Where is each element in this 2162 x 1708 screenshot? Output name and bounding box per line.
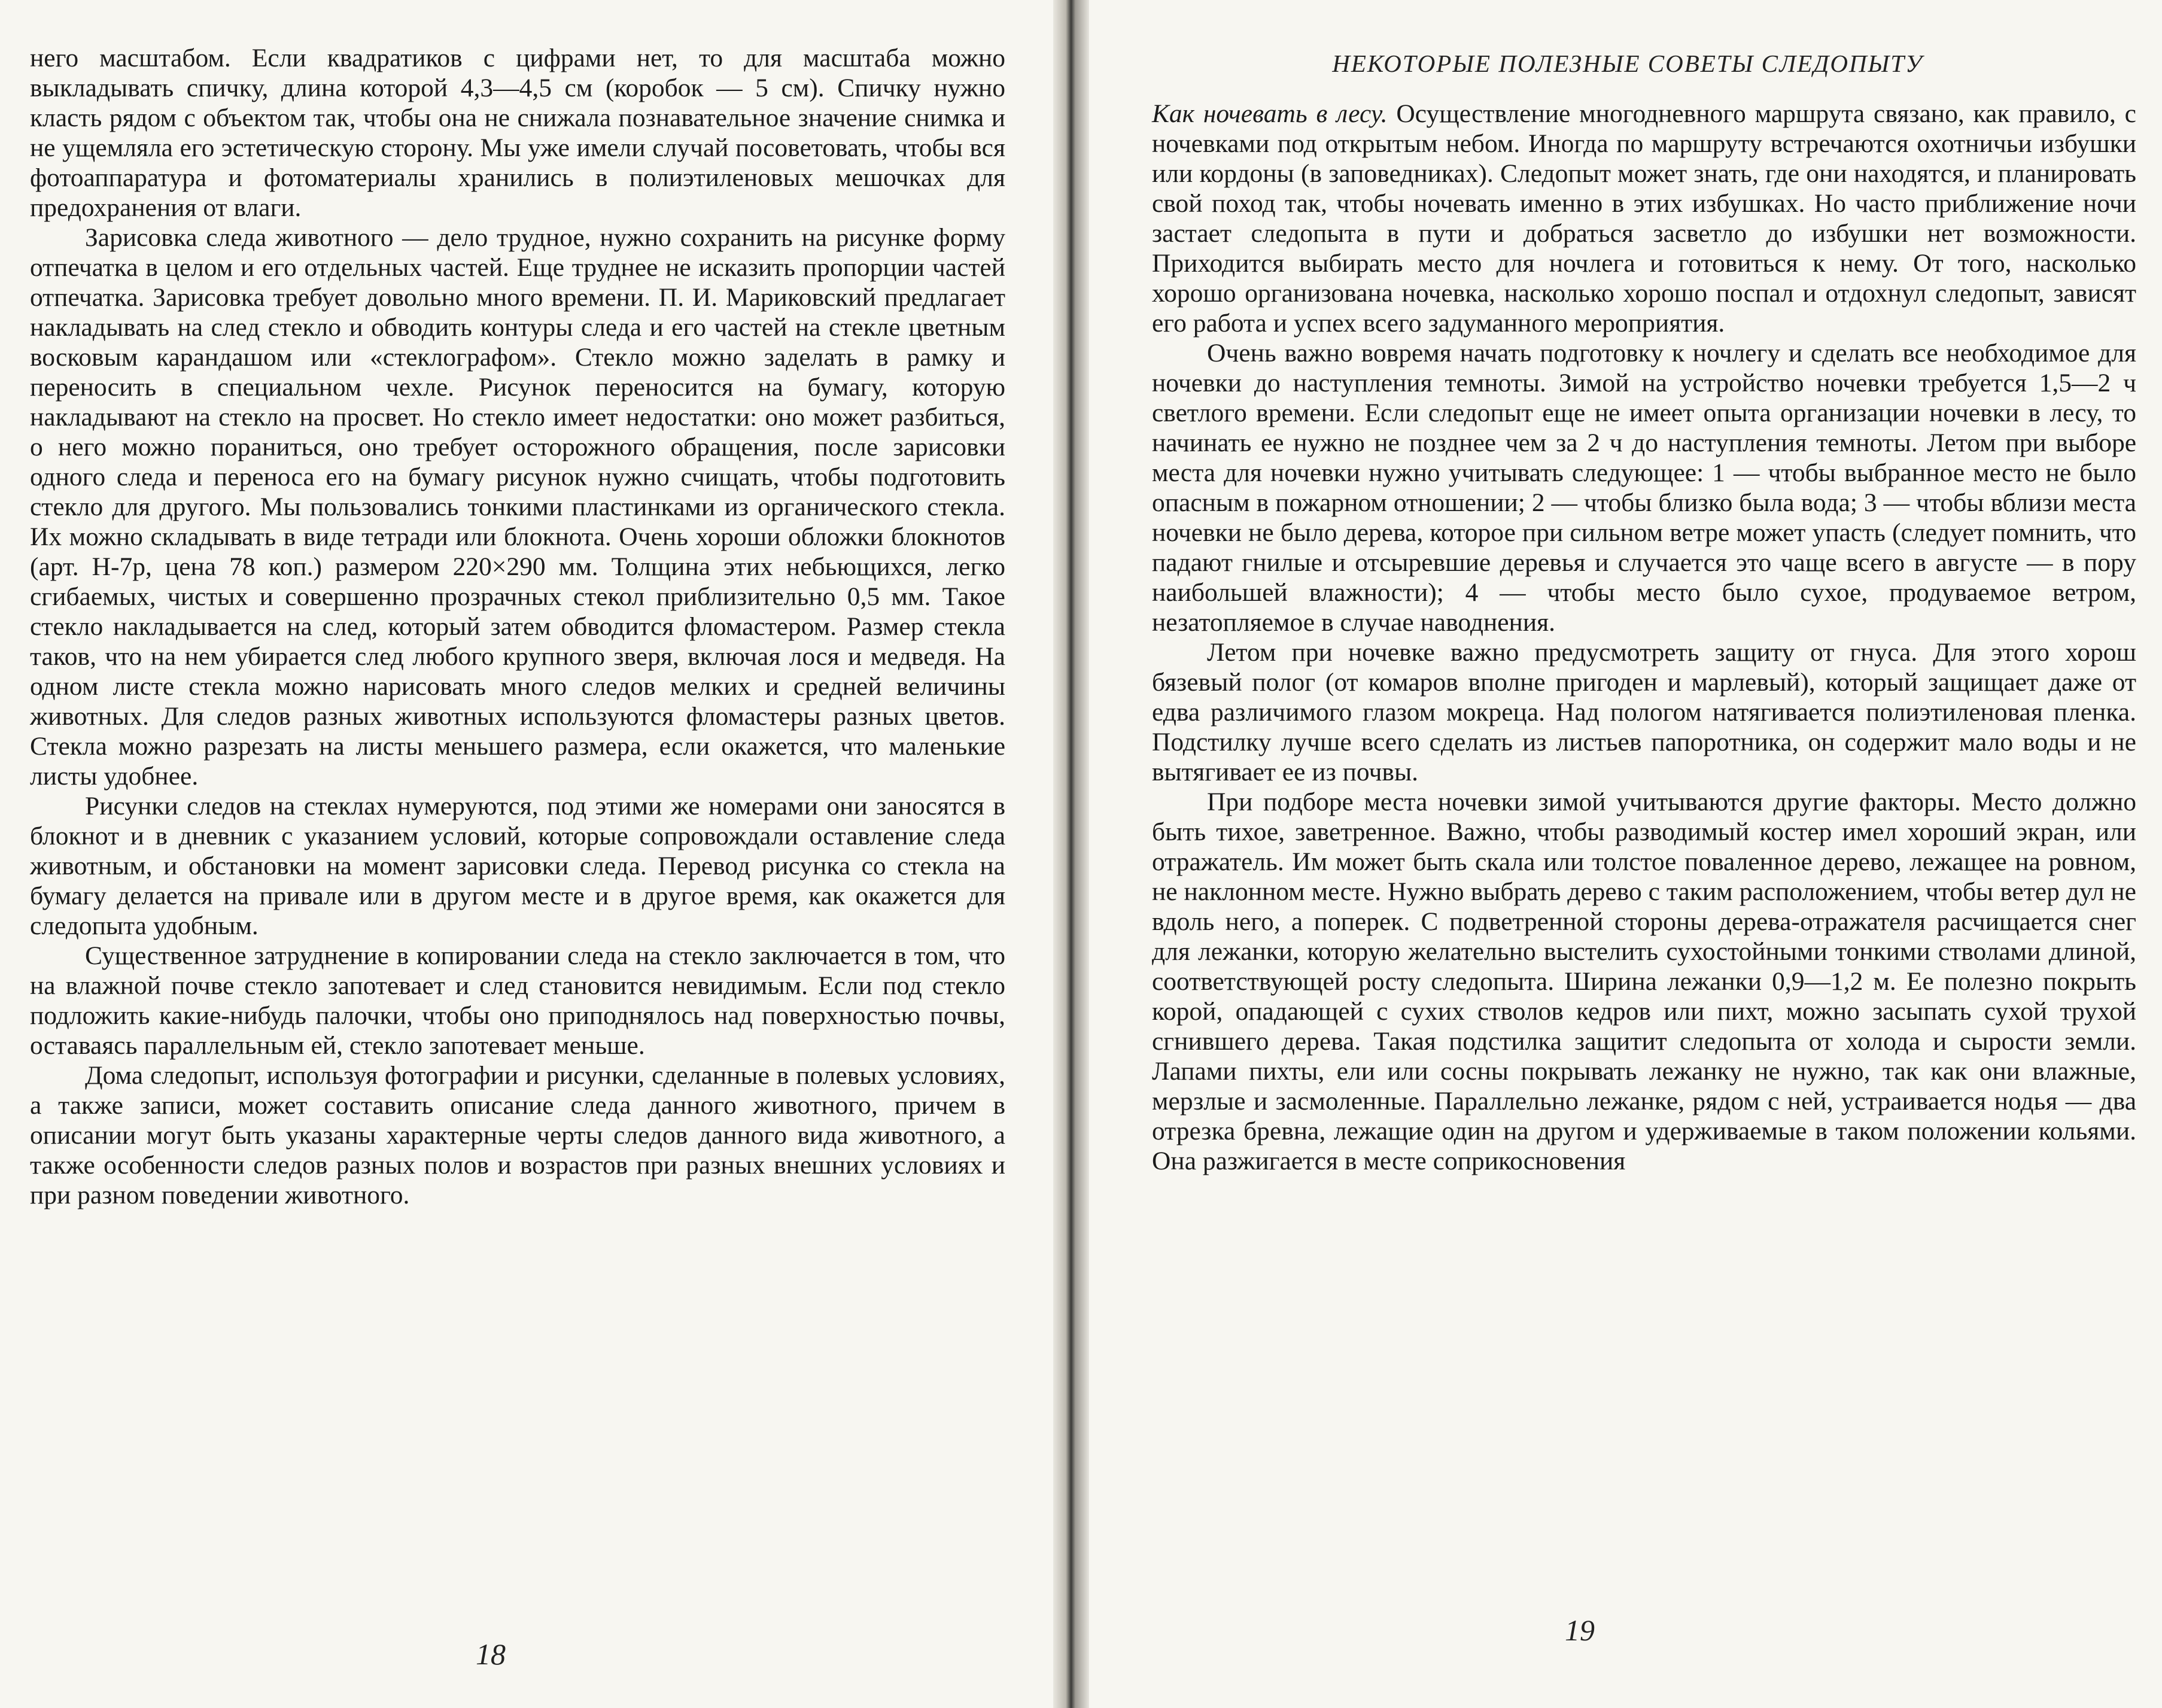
right-page-text xyxy=(1152,99,2136,1176)
page-number-right: 19 xyxy=(1565,1613,1595,1647)
left-paragraph-1: него масштабом. Если квадратиков с цифрами нет, то для масштаба можно выкладывать спичку, длина которой 4,3—4,5 см (коробок — 5 см). Спичку нужно класть рядом с объектом так, чтобы она не снижала познавательное значение снимка и не ущемляла его эстетическую сторону. Мы уже имели случай посоветовать, чтобы вся фотоаппаратура и фотоматериалы хранились в полиэтиленовых мешочках для предохранения от влаги. xyxy=(30,44,1005,222)
section-lead-heading: Как ночевать в лесу. xyxy=(1152,99,1388,128)
right-page xyxy=(1089,0,2162,1708)
left-page-text xyxy=(30,43,1005,1210)
left-page xyxy=(0,0,1053,1708)
page-number-left: 18 xyxy=(476,1637,506,1671)
right-paragraph-3: Летом при ночевке важно предусмотреть защиту от гнуса. Для этого хорош бязевый полог (от комаров вполне пригоден и марлевый), который защищает даже от едва различимого глазом мокреца. Над пологом натягивается полиэтиленовая пленка. Подстилку лучше всего сделать из листьев папоротника, он содержит мало воды и не вытягивает ее из почвы. xyxy=(1152,638,2136,786)
running-head: НЕКОТОРЫЕ ПОЛЕЗНЫЕ СОВЕТЫ СЛЕДОПЫТУ xyxy=(1332,50,1923,77)
right-paragraph-1 xyxy=(1152,99,2136,338)
right-paragraph-2: Очень важно вовремя начать подготовку к ночлегу и сделать все необходимое для ночевки до наступления темноты. Зимой на устройство ночевки требуется 1,5—2 ч светлого времени. Если следопыт еще не имеет опыта организации ночевки в лесу, то начинать ее нужно не позднее чем за 2 ч до наступления темноты. Летом при выборе места для ночевки нужно учитывать следующее: 1 — чтобы выбранное место не было опасным в пожарном отношении; 2 — чтобы близко была вода; 3 — чтобы вблизи места ночевки не было дерева, которое при сильном ветре может упасть (следует помнить, что падают гнилые и отсыревшие деревья и случается это чаще всего в августе — в пору наибольшей влажности); 4 — чтобы место было сухое, продуваемое ветром, незатопляемое в случае наводнения. xyxy=(1152,339,2136,637)
book-gutter xyxy=(1053,0,1089,1708)
left-paragraph-3: Рисунки следов на стеклах нумеруются, под этими же номерами они заносятся в блокнот и в дневник с указанием условий, которые сопровождали оставление следа животным, и обстановки на момент зарисовки следа. Перевод рисунка со стекла на бумагу делается на привале или в другом месте и в другое время, как окажется для следопыта удобным. xyxy=(30,792,1005,940)
right-paragraph-4: При подборе места ночевки зимой учитываются другие факторы. Место должно быть тихое, заветренное. Важно, чтобы разводимый костер имел хороший экран, или отражатель. Им может быть скала или толстое поваленное дерево, лежащее на ровном, не наклонном месте. Нужно выбрать дерево с таким расположением, чтобы ветер дул не вдоль него, а поперек. С подветренной стороны дерева-отражателя расчищается снег для лежанки, которую желательно выстелить сухостойными тонкими стволами длиной, соответствующей росту следопыта. Ширина лежанки 0,9—1,2 м. Ее полезно покрыть корой, опадающей с сухих стволов кедров или пихт, можно засыпать сухой трухой сгнившего дерева. Такая подстилка защитит следопыта от холода и сырости земли. Лапами пихты, ели или сосны покрывать лежанку не нужно, так как они влажные, мерзлые и засмоленные. Параллельно лежанке, рядом с ней, устраивается нодья — два отрезка бревна, лежащие один на другом и удерживаемые в таком положении кольями. Она разжигается в месте соприкосновения xyxy=(1152,788,2136,1175)
left-paragraph-2: Зарисовка следа животного — дело трудное, нужно сохранить на рисунке форму отпечатка в целом и его отдельных частей. Еще труднее не исказить пропорции частей отпечатка. Зарисовка требует довольно много времени. П. И. Мариковский предлагает накладывать на след стекло и обводить контуры следа и его частей на стекле цветным восковым карандашом или «стеклографом». Стекло можно заделать в рамку и переносить в специальном чехле. Рисунок переносится на бумагу, которую накладывают на стекло на просвет. Но стекло имеет недостатки: оно может разбиться, о него можно пораниться, оно требует осторожного обращения, после зарисовки одного следа и переноса его на бумагу рисунок нужно счищать, чтобы подготовить стекло для другого. Мы пользовались тонкими пластинками из органического стекла. Их можно складывать в виде тетради или блокнота. Очень хороши обложки блокнотов (арт. Н-7р, цена 78 коп.) размером 220×290 мм. Толщина этих небьющихся, легко сгибаемых, чистых и совершенно прозрачных стекол приблизительно 0,5 мм. Такое стекло накладывается на след, который затем обводится фломастером. Размер стекла таков, что на нем убирается след любого крупного зверя, включая лося и медведя. На одном листе стекла можно нарисовать много следов мелких и средней величины животных. Для следов разных животных используются фломастеры разных цветов. Стекла можно разрезать на листы меньшего размера, если окажется, что маленькие листы удобнее. xyxy=(30,223,1005,791)
left-paragraph-4: Существенное затруднение в копировании следа на стекло заключается в том, что на влажной почве стекло запотевает и след становится невидимым. Если под стекло подложить какие-нибудь палочки, чтобы оно приподнялось над поверхностью почвы, оставаясь параллельным ей, стекло запотевает меньше. xyxy=(30,941,1005,1060)
left-paragraph-5: Дома следопыт, используя фотографии и рисунки, сделанные в полевых условиях, а также записи, может составить описание следа данного животного, причем в описании могут быть указаны характерные черты следов данного вида животного, а также особенности следов разных полов и возрастов при разных внешних условиях и при разном поведении животного. xyxy=(30,1061,1005,1209)
right-paragraph-1-body: Осуществление многодневного маршрута связано, как правило, с ночевками под открытым небом. Иногда по маршруту встречаются охотничьи избушки или кордоны (в заповедниках). Следопыт может знать, где они находятся, и планировать свой поход так, чтобы ночевать именно в этих избушках. Но часто приближение ночи застает следопыта в пути и добраться засветло до избушки нет возможности. Приходится выбирать место для ночлега и готовиться к нему. От того, насколько хорошо организована ночевка, насколько хорошо поспал и отдохнул следопыт, зависят его работа и успех всего задуманного мероприятия. xyxy=(1152,99,2136,338)
